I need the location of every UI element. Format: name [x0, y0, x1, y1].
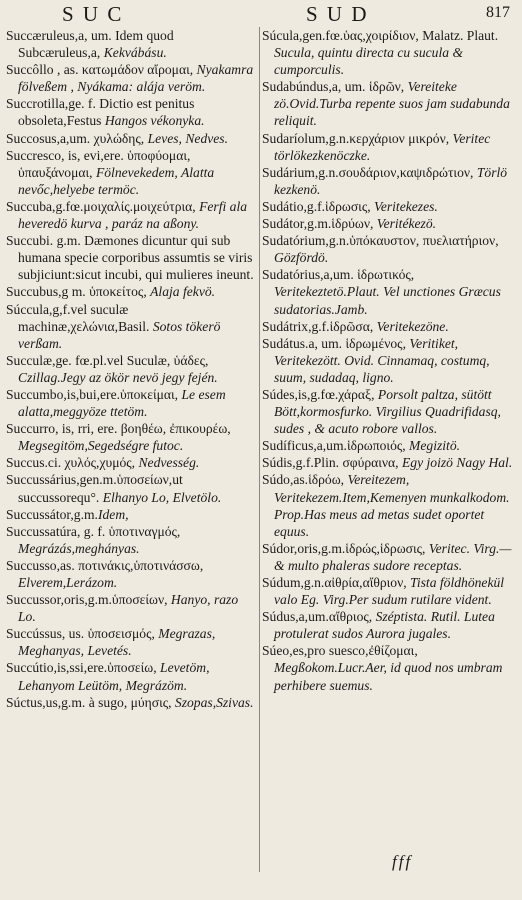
entry-text: Sudabúndus,a, um. ἱδρῶν,: [262, 79, 408, 95]
entry-translation: Levetöm, Lehanyom Leütöm, Megrázöm.: [18, 660, 210, 693]
entry-text: Succæruleus,a, um. Idem quod Subcæruleus,a,: [6, 28, 174, 61]
entry-translation: Veritekeztetö.Plaut. Vel unctiones Græcus sudatorias.Jamb.: [274, 284, 501, 317]
dictionary-entry: [262, 164, 516, 198]
dictionary-entry: [262, 318, 516, 335]
dictionary-entry: [6, 352, 258, 386]
dictionary-entry: [6, 147, 258, 198]
entry-text: Sudíficus,a,um.ἱδρωποιός,: [262, 438, 410, 454]
entry-translation: Le esem alatta,meggyöze ttetöm.: [18, 386, 226, 420]
entry-text: Súdis,g.f.Plin. σφύραινα,: [262, 455, 402, 471]
entry-text: Súdo,as.ἱδρόω,: [262, 472, 348, 488]
entry-translation: Sotos tökerö verßam.: [18, 318, 221, 351]
entry-translation: Elhanyo Lo, Elvetölo.: [102, 489, 222, 505]
dictionary-entry: [262, 454, 516, 471]
entry-translation: Hangos vékonyka.: [104, 113, 205, 129]
entry-translation: Szopas,Szivas.: [174, 694, 254, 710]
entry-translation: Veritekezöne.: [376, 318, 449, 334]
entry-translation: Leves, Nedves.: [147, 130, 228, 146]
column-divider: [259, 27, 260, 872]
entry-text: Succulæ,ge. fœ.pl.vel Suculæ, ὑάδες,: [6, 352, 209, 368]
entry-text: Sudátus.a, um. ἱδρωμένος,: [262, 335, 410, 351]
entry-translation: Egy joizö Nagy Hal.: [401, 455, 513, 471]
dictionary-entry: [6, 506, 258, 523]
entry-text: Succussátor,g.m.: [6, 506, 98, 522]
dictionary-entry: [6, 95, 258, 129]
entry-translation: Nyakamra fölveßem , Nyákama: alája veröm.: [18, 62, 254, 95]
dictionary-entry: [262, 198, 516, 215]
entry-text: Súdor,oris,g.m.ἱδρώς,ἱδρωσις,: [262, 540, 429, 556]
entry-translation: Széptista. Rutil. Lutea protulerat sudos Aurora jugales.: [274, 609, 495, 642]
entry-text: Succurro, is, rri, ere. βοηθέω, ἐπικουρέω,: [6, 421, 231, 437]
entry-text: Succuba,g.fœ.μοιχαλίς.μοιχεύτρια,: [6, 198, 200, 214]
entry-text: Súeo,es,pro suesco,ἐθίζομαι,: [262, 643, 418, 659]
entry-translation: Veritiket, Veritekezött. Ovid. Cinnamaq, costumq, suum, sudadaq, ligno.: [274, 335, 490, 385]
dictionary-entry: [262, 232, 516, 266]
entry-text: Súccula,g,f.vel suculæ machinæ,χελώνια,Basil.: [6, 301, 153, 334]
entry-text: Súctus,us,g.m. à sugo, μύησις,: [6, 694, 175, 710]
dictionary-entry: [6, 454, 258, 471]
entry-translation: Vereitezem, Veritekezem.Item,Kemenyen munkalkodom. Prop.Has meus ad metas sudet oportet equus.: [274, 472, 510, 539]
entry-text: Succubi. g.m. Dæmones dicuntur qui sub humana specie corporibus assumtis se viris subjiciunt:sicut incubi, qui mulieres ineunt.: [6, 233, 254, 283]
entry-text: Succusso,as. ποτινάκις,ὑποτινάσσω,: [6, 557, 204, 573]
dictionary-entry: [6, 386, 258, 420]
entry-translation: Porsolt paltza, sütött Bött,kormosfurko. Virgilius Quadrifidasq, sudes , & acuto robore vallos.: [274, 386, 501, 437]
dictionary-entry: [262, 608, 516, 642]
dictionary-entry: [6, 471, 258, 505]
left-column: [6, 27, 258, 711]
entry-text: Succussárius,gen.m.ὑποσείων,ut succussorequ°.: [6, 472, 183, 505]
entry-text: Succussatúra, g. f. ὑποτιναγμός,: [6, 523, 181, 539]
entry-text: Sudatórius,a,um. ἱδρωτικός,: [262, 267, 415, 283]
dictionary-entry: [262, 386, 516, 437]
dictionary-entry: [6, 301, 258, 352]
dictionary-entry: [262, 642, 516, 693]
entry-text: Sudaríolum,g.n.κερχάριον μικρόν,: [262, 130, 453, 146]
dictionary-entry: [262, 266, 516, 317]
page-number: 817: [486, 4, 510, 21]
entry-translation: Megsegitöm,Segedségre futoc.: [18, 438, 184, 454]
dictionary-entry: [6, 591, 258, 625]
entry-translation: Veritec törlökezkenöczke.: [274, 130, 491, 163]
dictionary-entry: [6, 198, 258, 232]
entry-text: Succresco, is, evi,ere. ὑποφύομαι, ὑπαυξάνομαι,: [6, 147, 191, 180]
dictionary-entry: [262, 27, 516, 78]
entry-text: Succubus,g m. ὑποκείτος,: [6, 284, 151, 300]
dictionary-entry: [262, 437, 516, 454]
dictionary-entry: [6, 130, 258, 147]
entry-translation: Tista földhönekül valo Eg. Virg.Per sudum rutilare vident.: [274, 575, 505, 608]
entry-translation: Nedvesség.: [138, 455, 200, 471]
dictionary-entry: [6, 694, 258, 711]
entry-translation: Alaja fekvö.: [150, 284, 216, 300]
dictionary-entry: [6, 27, 258, 61]
entry-text: Succosus,a,um. χυλώδης,: [6, 130, 148, 146]
entry-translation: Veritec. Virg.— & multo phaleras sudore receptas.: [274, 540, 512, 573]
entry-text: Succôllo , as. κατωμάδον αἴρομαι,: [6, 62, 197, 78]
dictionary-entry: [262, 471, 516, 539]
dictionary-entry: [6, 61, 258, 95]
entry-translation: Czillag.Jegy az ökör nevö jegy fején.: [18, 369, 218, 385]
header-right-letters: S U D: [306, 2, 369, 26]
entry-text: Succrotilla,ge. f. Dictio est penitus obsoleta,Festus: [6, 96, 195, 129]
dictionary-entry: [6, 557, 258, 591]
entry-text: Succússus, us. ὑποσεισμός,: [6, 626, 159, 642]
entry-translation: Veritékezö.: [376, 216, 437, 232]
header-left-letters: S U C: [62, 2, 124, 26]
entry-text: Succumbo,is,bui,ere.ὑποκείμαι,: [6, 386, 182, 402]
entry-text: Sudátio,g.f.ἱδρωσις,: [262, 198, 375, 214]
entry-text: Succussor,oris,g.m.ὑποσείων,: [6, 592, 171, 608]
dictionary-entry: [262, 78, 516, 129]
entry-translation: Megrázás,meghányas.: [18, 540, 140, 556]
entry-text: Succus.ci. χυλός,χυμός,: [6, 455, 139, 471]
entry-translation: Sucula, quintu directa cu sucula & cumporculis.: [274, 45, 464, 78]
entry-translation: Fölnevekedem, Alatta nevőc,helyebe termöc.: [18, 164, 215, 197]
entry-translation: Elverem,Lerázom.: [18, 575, 118, 590]
signature-mark: fff: [392, 852, 413, 871]
entry-translation: Vereiteke zö.Ovid.Turba repente suos jam sudabunda reliquit.: [274, 79, 510, 129]
dictionary-entry: [6, 232, 258, 283]
entry-text: Sudárium,g.n.σουδάριον,καψιδρώτιον,: [262, 164, 477, 180]
entry-text: Súdus,a,um.αἴθριος,: [262, 609, 376, 625]
entry-text: Súcula,gen.fœ.ὑας,χοιρίδιον, Malatz. Plaut.: [262, 28, 499, 43]
entry-translation: Gözfördö.: [274, 250, 329, 266]
dictionary-entry: [6, 420, 258, 454]
entry-translation: Megizitö.: [409, 438, 461, 454]
entry-text: Súdum,g.n.αἰθρία,αἴθριον,: [262, 575, 411, 590]
dictionary-entry: [262, 130, 516, 164]
dictionary-entry: [262, 335, 516, 386]
dictionary-entry: [6, 283, 258, 300]
dictionary-entry: [6, 659, 258, 693]
dictionary-entry: [262, 215, 516, 232]
entry-translation: Kekvábásu.: [103, 45, 167, 61]
entry-text: Súdes,is,g.fœ.χάραξ,: [262, 386, 378, 402]
entry-text: Sudátrix,g.f.ἱδρῶσα,: [262, 318, 377, 334]
entry-text: Sudátor,g.m.ἱδρύων,: [262, 216, 377, 232]
dictionary-entry: [262, 540, 516, 574]
entry-translation: Törlö kezkenö.: [274, 164, 508, 197]
dictionary-entry: [262, 574, 516, 608]
page-header: [0, 2, 522, 26]
dictionary-entry: [6, 523, 258, 557]
right-column: [262, 27, 516, 694]
entry-translation: Idem,: [97, 506, 129, 522]
entry-translation: Ferfi ala heveredö kurva , paráz na aßony.: [18, 198, 248, 232]
entry-translation: Megßokom.Lucr.Aer, id quod nos umbram perhibere suemus.: [274, 660, 503, 693]
entry-text: Sudatórium,g.n.ὑπόκαυστον, πυελιατήριον,: [262, 233, 499, 249]
entry-translation: Hanyo, razo Lo.: [18, 592, 239, 625]
entry-text: Succútio,is,ssi,ere.ὑποσείω,: [6, 660, 161, 676]
entry-translation: Megrazas, Meghanyas, Levetés.: [18, 626, 216, 659]
dictionary-entry: [6, 625, 258, 659]
entry-translation: Veritekezes.: [374, 198, 438, 214]
